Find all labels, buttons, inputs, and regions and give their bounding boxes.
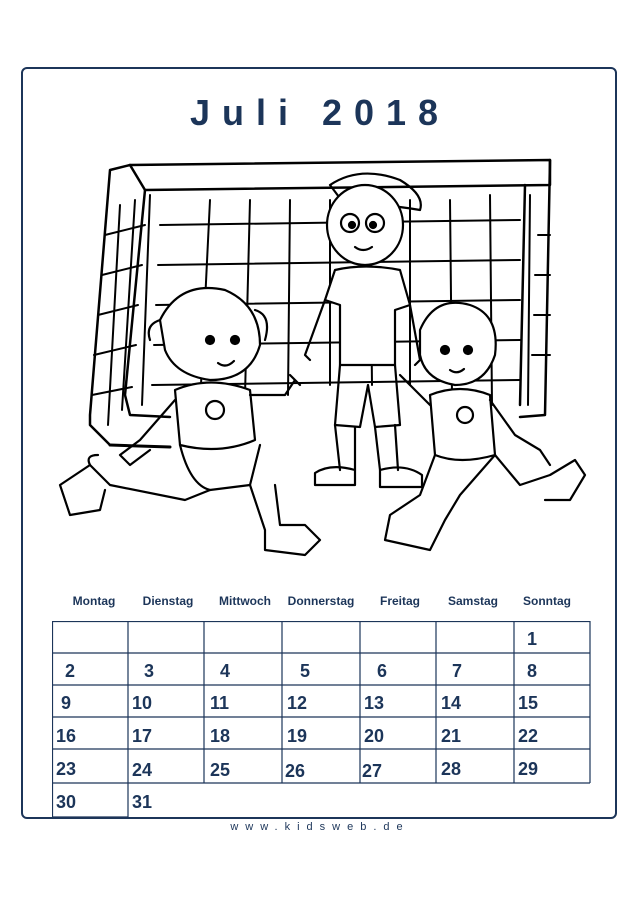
day-number: 7	[452, 661, 463, 681]
left-kid-icon	[60, 288, 320, 555]
weekday-label: Montag	[72, 594, 116, 608]
day-number: 6	[377, 661, 388, 681]
day-number: 8	[527, 661, 538, 681]
day-number: 4	[220, 661, 231, 681]
weekday-label: Donnerstag	[287, 594, 355, 608]
weekday-label: Freitag	[379, 594, 421, 608]
calendar-grid	[52, 621, 592, 819]
weekday-label: Sonntag	[523, 594, 571, 608]
day-number: 13	[364, 693, 385, 713]
day-number: 10	[132, 693, 153, 713]
day-number: 2	[65, 661, 76, 681]
day-number: 11	[210, 693, 230, 713]
website-footer: www.kidsweb.de	[230, 821, 410, 833]
day-number: 16	[56, 726, 77, 746]
day-number: 19	[287, 726, 308, 746]
day-number: 17	[132, 726, 153, 746]
day-number: 23	[56, 759, 77, 779]
day-number: 5	[300, 661, 311, 681]
right-kid-icon	[385, 303, 585, 550]
day-number: 26	[285, 761, 306, 781]
day-number: 24	[132, 760, 153, 780]
day-number: 31	[132, 792, 153, 812]
day-number: 18	[210, 726, 231, 746]
soccer-kids-coloring-image	[50, 155, 595, 595]
day-number: 1	[527, 629, 538, 649]
calendar-title: Juli 2018	[189, 92, 451, 133]
day-number: 27	[362, 761, 383, 781]
day-number: 21	[441, 726, 462, 746]
day-number: 12	[287, 693, 308, 713]
day-number: 25	[210, 760, 231, 780]
day-number: 20	[364, 726, 385, 746]
day-number: 22	[518, 726, 539, 746]
day-number: 9	[61, 693, 72, 713]
weekday-label: Dienstag	[142, 594, 194, 608]
day-number: 3	[144, 661, 155, 681]
day-number: 29	[518, 759, 539, 779]
day-number: 30	[56, 792, 77, 812]
weekday-label: Samstag	[447, 594, 499, 608]
day-number: 15	[518, 693, 539, 713]
day-number: 28	[441, 759, 462, 779]
goalkeeper-icon	[305, 174, 422, 487]
day-number: 14	[441, 693, 462, 713]
weekday-label: Mittwoch	[219, 594, 271, 608]
weekday-header	[0, 594, 640, 610]
